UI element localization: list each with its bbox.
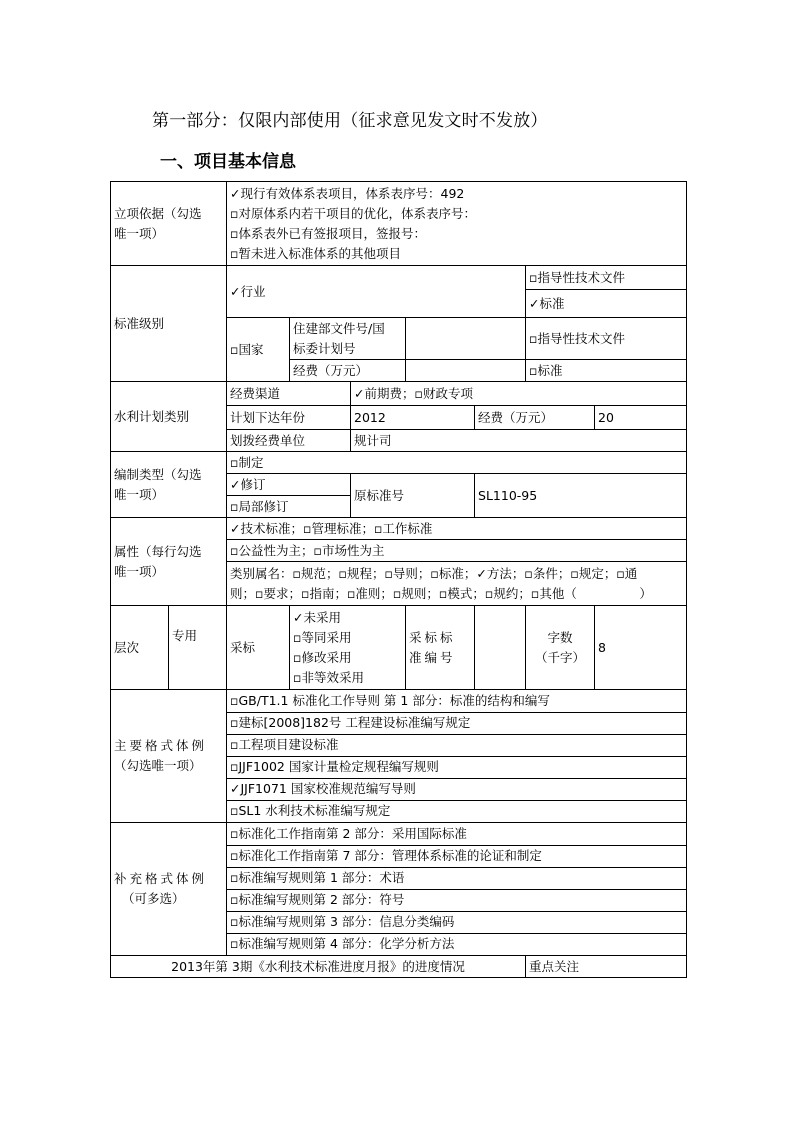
level-national[interactable]: ▫国家 — [227, 318, 290, 382]
level-standard-2[interactable]: ▫标准 — [526, 360, 687, 382]
main-format-option-3[interactable]: ▫工程项目建设标准 — [227, 734, 686, 756]
main-format-option-2[interactable]: ▫建标[2008]182号 工程建设标准编写规定 — [227, 712, 686, 734]
plan-year-value: 2012 — [351, 406, 475, 430]
level-guide-1[interactable]: ▫指导性技术文件 — [526, 266, 687, 290]
layer-adopt-no-value[interactable] — [475, 606, 526, 690]
level-industry[interactable]: ✓行业 — [227, 266, 526, 318]
supp-format-option-1[interactable]: ▫标准化工作指南第 2 部分：采用国际标准 — [230, 825, 467, 841]
supp-format-option-5[interactable]: ▫标准编写规则第 3 部分：信息分类编码 — [227, 911, 686, 933]
basis-options — [227, 182, 687, 266]
level-doc-no-label: 住建部文件号/国 标委计划号 — [290, 318, 406, 360]
compile-label: 编制类型（勾选 唯一项） — [111, 452, 227, 518]
level-doc-no-value[interactable] — [406, 318, 526, 360]
plan-unit-label: 划拨经费单位 — [227, 430, 351, 452]
plan-channel-value[interactable]: ✓前期费；▫财政专项 — [351, 382, 687, 406]
progress-value: 重点关注 — [526, 956, 687, 978]
layer-label: 层次 — [111, 606, 169, 690]
level-standard-1[interactable]: ✓标准 — [526, 290, 687, 318]
adopt-option-none[interactable]: ✓未采用 — [293, 609, 341, 625]
layer-adopt-label: 采标 — [227, 606, 290, 690]
progress-label: 2013年第 3期《水利技术标准进度月报》的进度情况 — [111, 956, 526, 978]
doc-title: 第一部分：仅限内部使用（征求意见发文时不发放） — [152, 111, 548, 131]
level-fee-label: 经费（万元） — [290, 360, 406, 382]
attr-label: 属性（每行勾选 唯一项） — [111, 518, 227, 606]
supp-format-option-4[interactable]: ▫标准编写规则第 2 部分：符号 — [227, 889, 686, 911]
main-format-option-5[interactable]: ✓JJF1071 国家校准规范编写导则 — [227, 778, 686, 800]
project-info-table — [110, 181, 687, 978]
layer-adopt-no-label: 采标标 准编号 — [406, 606, 475, 690]
plan-label: 水利计划类别 — [111, 382, 227, 452]
supp-format-option-6[interactable]: ▫标准编写规则第 4 部分：化学分析方法 — [227, 933, 686, 955]
attr-row-2[interactable]: ▫公益性为主；▫市场性为主 — [227, 540, 687, 562]
compile-orig-value: SL110-95 — [475, 474, 687, 518]
section-heading: 一、项目基本信息 — [160, 152, 296, 172]
main-format-options — [227, 690, 687, 823]
supp-format-label: 补充格式体例 （可多选） — [111, 823, 227, 956]
compile-make[interactable]: ▫制定 — [227, 452, 687, 474]
supp-format-option-2[interactable]: ▫标准化工作指南第 7 部分：管理体系标准的论证和制定 — [227, 845, 686, 867]
supp-format-options — [227, 823, 687, 956]
layer-special: 专用 — [169, 606, 227, 690]
main-format-option-6[interactable]: ▫SL1 水利技术标准编写规定 — [227, 800, 686, 822]
main-format-option-1[interactable]: ▫GB/T1.1 标准化工作导则 第 1 部分：标准的结构和编写 — [230, 692, 550, 708]
basis-option-2[interactable]: ▫对原体系内若干项目的优化，体系表序号： — [230, 205, 476, 221]
layer-words-value: 8 — [595, 606, 687, 690]
level-fee-value[interactable] — [406, 360, 526, 382]
basis-option-1[interactable]: ✓现行有效体系表项目，体系表序号：492 — [230, 185, 465, 201]
adopt-option-identical[interactable]: ▫等同采用 — [293, 629, 352, 645]
plan-channel-label: 经费渠道 — [227, 382, 351, 406]
main-format-label: 主要格式体例 （勾选唯一项） — [111, 690, 227, 823]
level-label: 标准级别 — [111, 266, 227, 382]
basis-option-4[interactable]: ▫暂未进入标准体系的其他项目 — [230, 245, 401, 261]
supp-format-option-3[interactable]: ▫标准编写规则第 1 部分：术语 — [227, 867, 686, 889]
layer-adopt-options — [290, 606, 406, 690]
compile-partial[interactable]: ▫局部修订 — [227, 496, 351, 518]
compile-orig-label: 原标准号 — [351, 474, 475, 518]
adopt-option-modified[interactable]: ▫修改采用 — [293, 649, 352, 665]
plan-year-label: 计划下达年份 — [227, 406, 351, 430]
compile-revise[interactable]: ✓修订 — [227, 474, 351, 496]
plan-unit-value: 规计司 — [351, 430, 687, 452]
plan-fee-label: 经费（万元） — [475, 406, 595, 430]
adopt-option-nonequivalent[interactable]: ▫非等效采用 — [293, 669, 364, 685]
layer-words-label: 字数 （千字） — [526, 606, 595, 690]
plan-fee-value: 20 — [595, 406, 687, 430]
attr-row-1[interactable]: ✓技术标准；▫管理标准；▫工作标准 — [227, 518, 687, 540]
attr-row-3[interactable]: 类别属名：▫规范；▫规程；▫导则；▫标准；✓方法；▫条件；▫规定；▫通 则；▫要求；▫指南；▫准则；▫规则；▫模式；▫规约；▫其他（ ） — [227, 562, 687, 606]
basis-option-3[interactable]: ▫体系表外已有签报项目，签报号： — [230, 225, 426, 241]
main-format-option-4[interactable]: ▫JJF1002 国家计量检定规程编写规则 — [227, 756, 686, 778]
basis-label: 立项依据（勾选 唯一项） — [111, 182, 227, 266]
level-guide-2[interactable]: ▫指导性技术文件 — [526, 318, 687, 360]
